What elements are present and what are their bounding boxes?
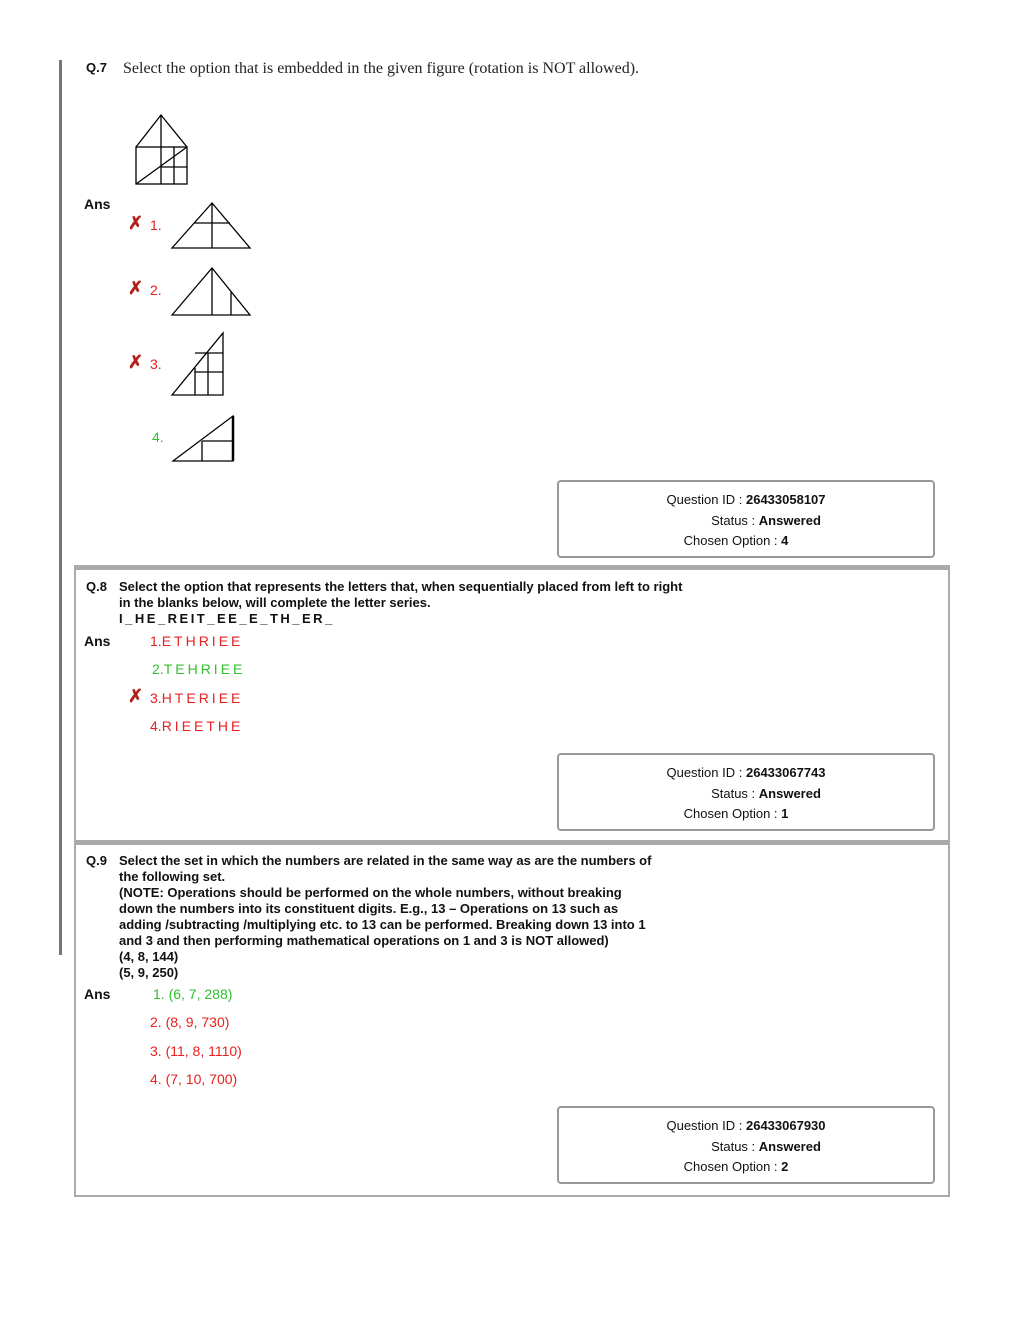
question-id: 26433067930 bbox=[745, 1118, 826, 1133]
question-id: 26433067743 bbox=[745, 765, 826, 780]
question-text: Select the set in which the numbers are related in the same way as are the numbers of the following set. (NOTE: Operations should be performed on the whole numbers, without breaking down the numbers into its constituent digits. E.g., 13 – Operations on 13 such as adding /subtracting /multiplying etc. to 13 can be performed. Breaking down 13 into 1 and 3 and then performing mathematical operations on 1 and 3 is NOT allowed) (4, 8, 144) (5, 9, 250) bbox=[119, 853, 652, 980]
option-figure-1 bbox=[172, 203, 250, 248]
option-item: 1. (6, 7, 288) bbox=[153, 986, 233, 1002]
option-label: 3. bbox=[150, 356, 162, 372]
option-item: 3. (11, 8, 1110) bbox=[150, 1043, 242, 1059]
option-figure-3 bbox=[172, 333, 223, 395]
question-figure bbox=[0, 0, 300, 470]
question-id: 26433058107 bbox=[745, 492, 826, 507]
question-number: Q.7 bbox=[86, 60, 107, 75]
wrong-cross-icon: ✗ bbox=[128, 686, 144, 706]
option-label: 1. bbox=[150, 217, 162, 233]
main-figure bbox=[136, 115, 187, 184]
question-info-box bbox=[557, 480, 935, 558]
option-figure-4 bbox=[173, 416, 233, 461]
option-label: 4. bbox=[152, 429, 164, 445]
ans-label: Ans bbox=[84, 196, 111, 212]
question-info-box: Question ID : 26433067743 Status : Answered Chosen Option : 1 bbox=[557, 753, 935, 831]
option-item: 2. (8, 9, 730) bbox=[150, 1014, 230, 1030]
question-info-box: Question ID : 26433067930 Status : Answered Chosen Option : 2 bbox=[557, 1106, 935, 1184]
wrong-cross-icon: ✗ bbox=[128, 352, 144, 372]
status-value: Answered bbox=[758, 1138, 821, 1154]
ans-label: Ans bbox=[84, 633, 111, 649]
question-text: Select the option that represents the letters that, when sequentially placed from left to right in the blanks below, will complete the letter series. bbox=[119, 579, 683, 610]
status-value: Answered bbox=[758, 512, 821, 528]
option-label: 2. bbox=[150, 282, 162, 298]
option-item: 2.TEHRIEE bbox=[152, 661, 246, 677]
ans-label: Ans bbox=[84, 986, 111, 1002]
option-item: 4. (7, 10, 700) bbox=[150, 1071, 238, 1087]
question-number: Q.9 bbox=[86, 853, 107, 868]
option-item: 4.RIEETHE bbox=[150, 718, 244, 734]
wrong-cross-icon: ✗ bbox=[128, 213, 144, 233]
chosen-label: Chosen Option : bbox=[683, 533, 778, 548]
question-number: Q.8 bbox=[86, 579, 107, 594]
chosen-option: 4 bbox=[781, 533, 789, 548]
qid-label: Question ID : bbox=[666, 492, 743, 507]
wrong-cross-icon: ✗ bbox=[128, 278, 144, 298]
option-item: 1.ETHRIEE bbox=[150, 633, 244, 649]
status-value: Answered bbox=[758, 785, 821, 801]
chosen-option: 2 bbox=[781, 1159, 789, 1174]
question-text: Select the option that is embedded in the given figure (rotation is NOT allowed). bbox=[123, 60, 640, 77]
option-item: 3.HTERIEE bbox=[150, 690, 244, 706]
option-figure-2 bbox=[172, 268, 250, 315]
chosen-option: 1 bbox=[781, 806, 789, 821]
status-label: Status : bbox=[711, 512, 756, 528]
letter-series: I_HE_REIT_EE_E_TH_ER_ bbox=[119, 611, 335, 626]
